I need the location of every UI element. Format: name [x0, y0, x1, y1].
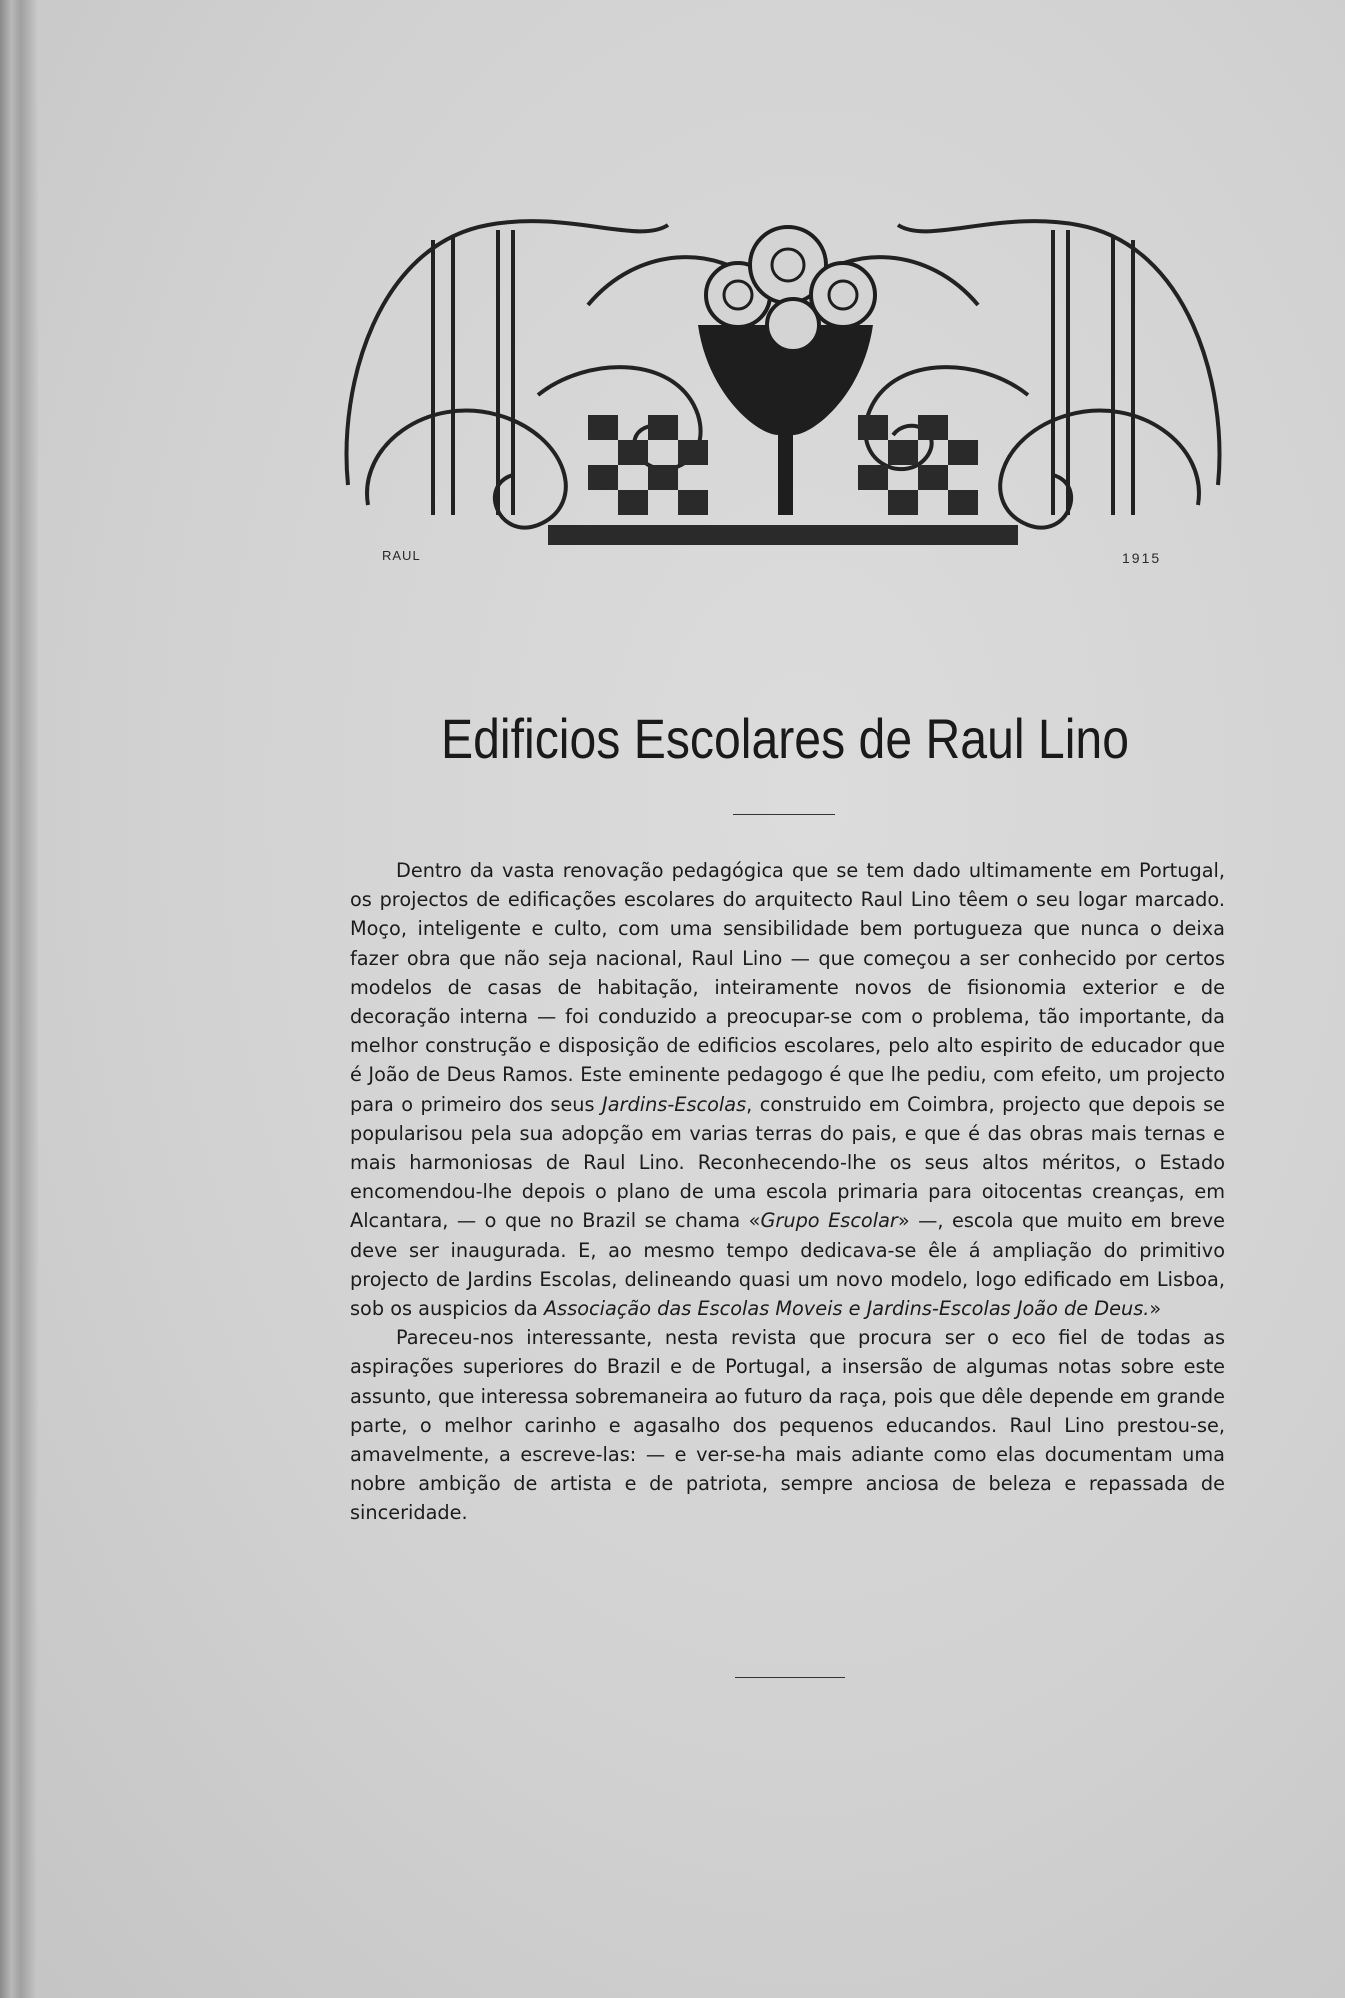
artist-signature: RAUL [382, 548, 421, 563]
paragraph-1-italic: Associação das Escolas Moveis e Jardins-Escolas João de Deus. [543, 1297, 1150, 1321]
paragraph-1-text: » —, escola que muito em breve deve ser inaugurada. E, ao mesmo tempo dedicava-se êle á ampliação do primitivo projecto de Jardins Escolas, delineando quasi um novo modelo, logo edificado em Lisboa, sob os auspicios da [350, 1209, 1225, 1321]
ornament-date: 1915 [1122, 550, 1162, 566]
title-divider [733, 814, 835, 815]
book-spine [0, 0, 38, 1998]
art-nouveau-flower-vase-ornament-icon [338, 185, 1228, 570]
paragraph-1-text: » [1149, 1297, 1162, 1321]
paragraph-1-italic: Jardins-Escolas [602, 1092, 747, 1116]
paragraph-2: Pareceu-nos interessante, nesta revista que procura ser o eco fiel de todas as aspirações superiores do Brazil e de Portugal, a insersão de algumas notas sobre este assunto, que interessa sobremaneira ao futuro da raça, pois que dêle depende em grande parte, o melhor carinho e agasalho dos pequenos educandos. Raul Lino prestou-se, amavelmente, a escreve-las: — e ver-se-ha mais adiante como elas documentam uma nobre ambição de artista e de patriota, sempre anciosa de beleza e repassada de sinceridade. [350, 1326, 1225, 1525]
article-body [350, 856, 1225, 1528]
paragraph-1-text: Dentro da vasta renovação pedagógica que se tem dado ultimamente em Portugal, os projectos de edificações escolares do arquitecto Raul Lino têem o seu logar marcado. Moço, inteligente e culto, com uma sensibilidade bem portugueza que nunca o deixa fazer obra que não seja nacional, Raul Lino — que começou a ser conhecido por certos modelos de casas de habitação, inteiramente novos de fisionomia exterior e de decoração interna — foi conduzido a preocupar-se com o problema, tão importante, da melhor construção e disposição de edificios escolares, pelo alto espirito de educador que é João de Deus Ramos. Este eminente pedagogo é que lhe pediu, com efeito, um projecto para o primeiro dos seus [350, 859, 1225, 1116]
article-title: Edificios Escolares de Raul Lino [441, 707, 1129, 770]
paragraph-1-italic: Grupo Escolar [760, 1209, 898, 1233]
paragraph-1 [350, 856, 1225, 1323]
end-divider [735, 1677, 845, 1678]
paragraph-1-text: , construido em Coimbra, projecto que depois se popularisou pela sua adopção em varias terras do pais, e que é das obras mais ternas e mais harmoniosas de Raul Lino. Reconhecendo-lhe os seus altos méritos, o Estado encomendou-lhe depois o plano de uma escola primaria para oitocentas creanças, em Alcantara, — o que no Brazil se chama « [350, 1092, 1225, 1233]
